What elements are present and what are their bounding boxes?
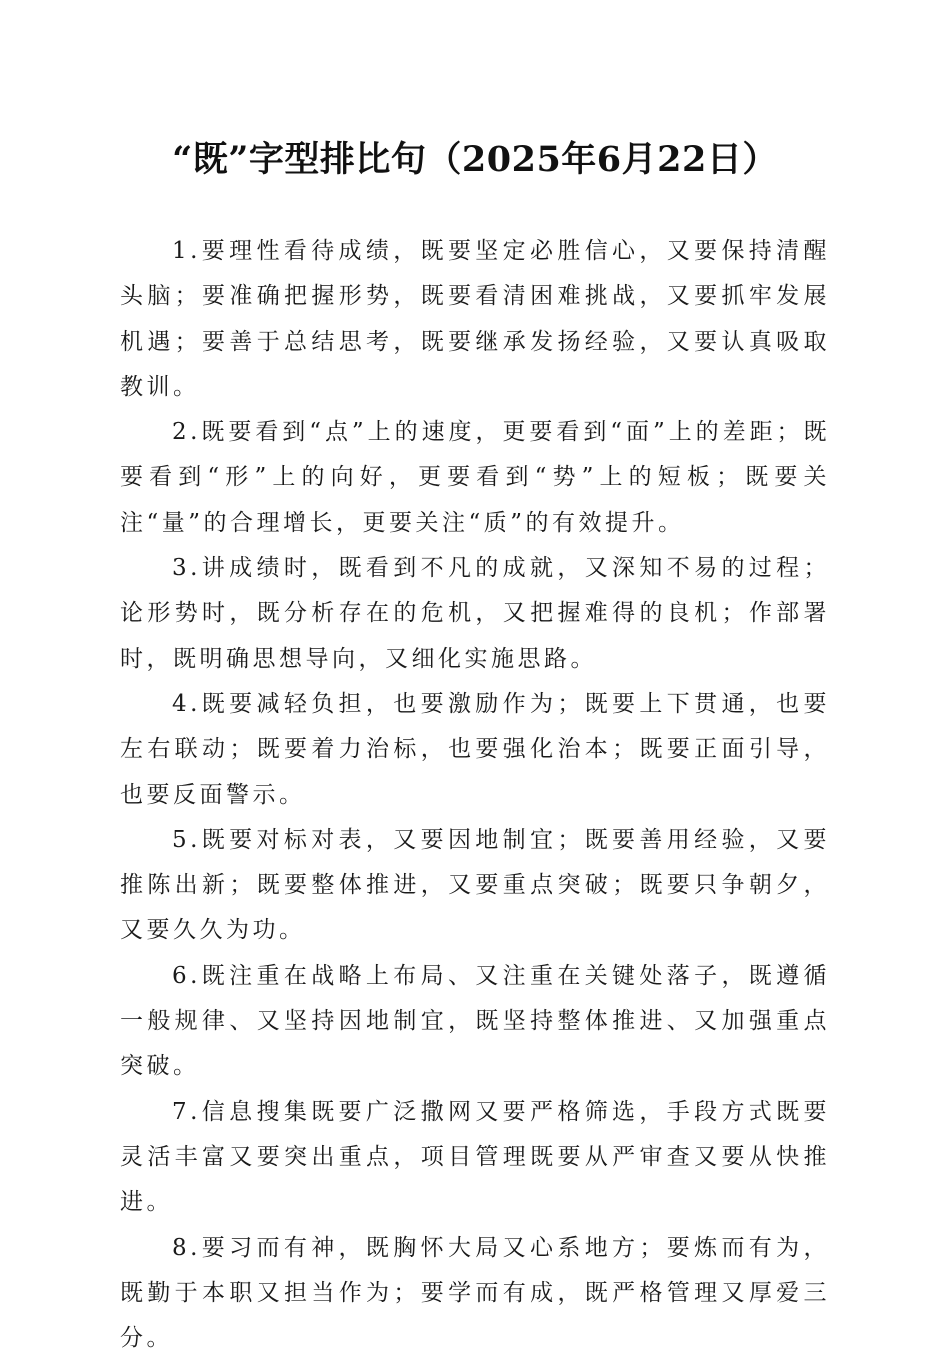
paragraph-6: 6.既注重在战略上布局、又注重在关键处落子，既遵循一般规律、又坚持因地制宜，既坚持整体推进、又加强重点突破。 <box>120 962 830 1080</box>
paragraph-5: 5.既要对标对表，又要因地制宜；既要善用经验，又要推陈出新；既要整体推进，又要重点突破；既要只争朝夕，又要久久为功。 <box>120 826 830 944</box>
paragraph-1: 1.要理性看待成绩，既要坚定必胜信心，又要保持清醒头脑；要准确把握形势，既要看清困难挑战，又要抓牢发展机遇；要善于总结思考，既要继承发扬经验，又要认真吸取教训。 <box>120 238 830 400</box>
paragraph-4: 4.既要减轻负担，也要激励作为；既要上下贯通，也要左右联动；既要着力治标，也要强化治本；既要正面引导，也要反面警示。 <box>120 690 830 808</box>
paragraph-8: 8.要习而有神，既胸怀大局又心系地方；要炼而有为，既勤于本职又担当作为；要学而有成，既严格管理又厚爱三分。 <box>120 1234 830 1352</box>
paragraph-7: 7.信息搜集既要广泛撒网又要严格筛选，手段方式既要灵活丰富又要突出重点，项目管理既要从严审查又要从快推进。 <box>120 1098 830 1216</box>
document-title: “既”字型排比句（2025年6月22日） <box>172 139 778 180</box>
paragraph-3: 3.讲成绩时，既看到不凡的成就，又深知不易的过程；论形势时，既分析存在的危机，又把握难得的良机；作部署时，既明确思想导向，又细化实施思路。 <box>120 555 830 672</box>
document-body <box>120 229 830 1361</box>
paragraph-2: 2.既要看到“点”上的速度，更要看到“面”上的差距；既要看到“形”上的向好，更要看到“势”上的短板；既要关注“量”的合理增长，更要关注“质”的有效提升。 <box>120 419 830 536</box>
